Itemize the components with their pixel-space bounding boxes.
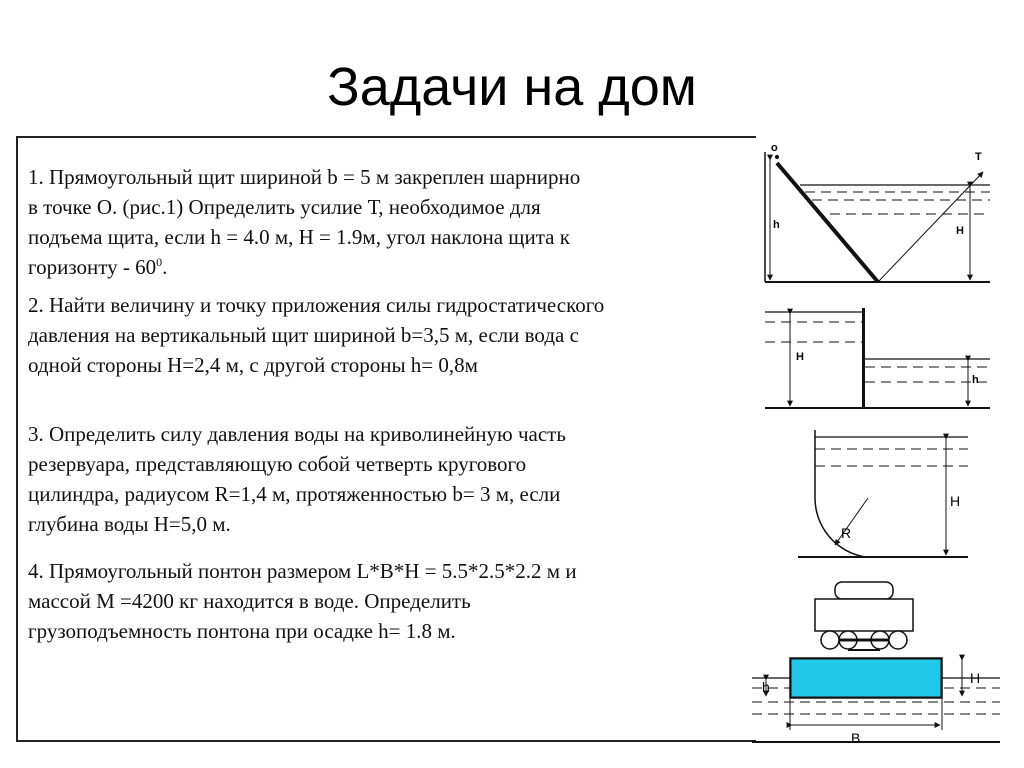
fig4-wheel-4 bbox=[889, 631, 907, 649]
problem-2-line-1: 2. Найти величину и точку приложения силы гидростатического bbox=[28, 293, 605, 317]
fig1-hinge-point bbox=[775, 155, 778, 158]
problem-4-line-2: массой М =4200 кг находится в воде. Определить bbox=[28, 589, 471, 613]
fig1-label-t: T bbox=[975, 151, 982, 163]
fig4-label-B: B bbox=[851, 730, 861, 746]
fig4-wheel-1 bbox=[821, 631, 839, 649]
fig2-label-h: h bbox=[972, 374, 979, 386]
problem-1-line-4-end: . bbox=[162, 255, 168, 279]
fig4-label-h: h bbox=[762, 679, 770, 695]
fig4-label-H: H bbox=[970, 670, 981, 686]
figure-3-curved-wall bbox=[798, 430, 968, 557]
problem-3-line-4: глубина воды Н=5,0 м. bbox=[28, 512, 231, 536]
fig3-label-R: R bbox=[841, 525, 852, 541]
fig1-label-H: H bbox=[956, 225, 964, 237]
problem-3-line-2: резервуара, представляющую собой четверть кругового bbox=[28, 452, 527, 476]
fig4-pontoon-water-fill bbox=[791, 659, 941, 697]
fig3-label-H: H bbox=[950, 493, 961, 509]
problem-1-line-4-text: горизонту - 60 bbox=[28, 255, 157, 279]
degree-mark: 0 bbox=[156, 255, 163, 269]
fig1-label-o: o bbox=[771, 142, 778, 154]
problem-4-line-3: грузоподъемность понтона при осадке h= 1.8 м. bbox=[28, 619, 456, 643]
fig2-label-H: H bbox=[796, 351, 804, 363]
fig2-gate bbox=[862, 308, 865, 408]
figure-1-inclined-gate bbox=[765, 152, 990, 282]
problem-3-line-1: 3. Определить силу давления воды на криволинейную часть bbox=[28, 422, 566, 446]
fig1-force-t-arrow bbox=[878, 172, 983, 282]
problem-3-line-3: цилиндра, радиусом R=1,4 м, протяженностью b= 3 м, если bbox=[28, 482, 561, 506]
problem-2-line-2: давления на вертикальный щит шириной b=3,5 м, если вода с bbox=[28, 323, 579, 347]
fig4-cargo-body bbox=[815, 599, 913, 631]
fig1-gate bbox=[777, 163, 878, 282]
fig1-label-h: h bbox=[773, 219, 780, 231]
problem-1-line-3: подъема щита, если h = 4.0 м, Н = 1.9м, угол наклона щита к bbox=[28, 225, 570, 249]
problem-2-line-3: одной стороны Н=2,4 м, с другой стороны h= 0,8м bbox=[28, 353, 478, 377]
slide-title: Задачи на дом bbox=[327, 57, 697, 117]
problem-4-line-1: 4. Прямоугольный понтон размером L*B*H = 5.5*2.5*2.2 м и bbox=[28, 559, 577, 583]
problem-1-line-1: 1. Прямоугольный щит шириной b = 5 м закреплен шарнирно bbox=[28, 165, 581, 189]
fig4-cargo-top bbox=[835, 582, 893, 599]
problem-1-line-2: в точке О. (рис.1) Определить усилие Т, необходимое для bbox=[28, 195, 541, 219]
fig3-radius-arrow bbox=[835, 498, 868, 545]
